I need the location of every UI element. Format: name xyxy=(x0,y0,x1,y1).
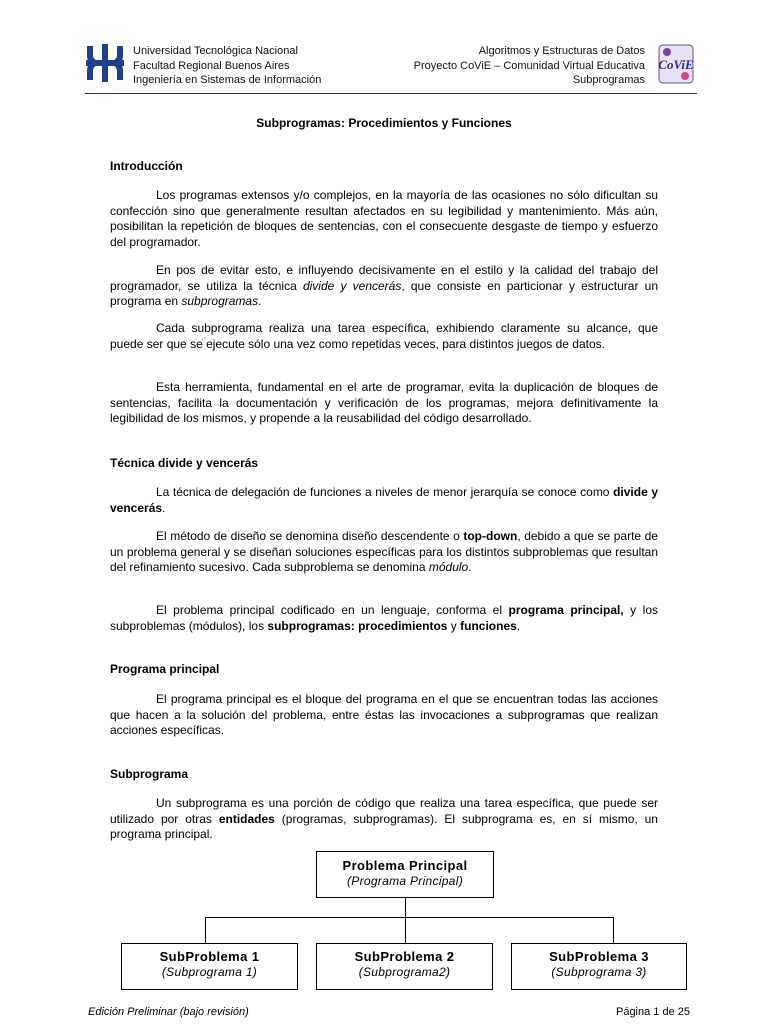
diagram-child-box-2 xyxy=(316,943,493,990)
diagram-connector-horizontal xyxy=(205,917,614,918)
divide-paragraph-3: El problema principal codificado en un lenguaje, conforma el programa principal, y los subproblemas (módulos), los subprogramas: procedimientos y funciones. xyxy=(110,603,658,633)
diagram-connector-child-2 xyxy=(405,917,406,943)
diagram-child-subtitle: (Subprograma2) xyxy=(358,965,451,979)
principal-paragraph-1: El programa principal es el bloque del programa en el que se encuentran todas las acciones que hacen a la solución del problema, entre éstas las invocaciones a subprogramas que realizan acciones específicas. xyxy=(110,692,658,737)
diagram-connector-child-3 xyxy=(613,917,614,943)
intro-paragraph-2: En pos de evitar esto, e influyendo decisivamente en el estilo y la calidad del trabajo del programador, se utiliza la técnica divide y vencerás, que consiste en particionar y estructurar un programa en subprogramas. xyxy=(110,263,658,308)
heading-introduccion: Introducción xyxy=(110,159,183,173)
heading-divide: Técnica divide y vencerás xyxy=(110,456,259,470)
heading-programa-principal: Programa principal xyxy=(110,662,220,676)
diagram-child-box-3 xyxy=(511,943,687,990)
intro-paragraph-4: Esta herramienta, fundamental en el arte de programar, evita la duplicación de bloques de sentencias, facilita la documentación y verificación de los programas, mejora definitivamente la legibilidad de los mismos, y propende a la reusabilidad del código desarrollado. xyxy=(110,380,658,425)
intro-paragraph-3: Cada subprograma realiza una tarea específica, exhibiendo claramente su alcance, que puede ser que se ejecute sólo una vez como repetidas veces, para distintos juegos de datos. xyxy=(110,321,658,351)
subprograma-paragraph-1: Un subprograma es una porción de código que realiza una tarea específica, que puede ser utilizado por otras entidades (programas, subprogramas). El subprograma es, en sí mismo, un programa principal. xyxy=(110,796,658,841)
topic-line: Subprogramas xyxy=(572,74,645,86)
department-line: Ingeniería en Sistemas de Información xyxy=(133,74,322,86)
page-title: Subprogramas: Procedimientos y Funciones xyxy=(256,116,512,130)
header-rule xyxy=(85,93,697,94)
institution-line: Universidad Tecnológica Nacional xyxy=(133,45,298,57)
diagram-child-subtitle: (Subprograma 3) xyxy=(551,965,647,979)
diagram-connector-root xyxy=(405,898,406,917)
covie-logo-icon xyxy=(655,42,697,86)
diagram-child-title: SubProblema 3 xyxy=(549,949,649,964)
footer-page-number: Página 1 de 25 xyxy=(615,1006,690,1018)
diagram-connector-child-1 xyxy=(205,917,206,943)
diagram-child-title: SubProblema 1 xyxy=(159,949,260,964)
diagram-root-title: Problema Principal xyxy=(342,858,468,873)
utn-logo-icon xyxy=(85,43,125,83)
institution-block xyxy=(133,44,321,88)
svg-text:CoViE: CoViE xyxy=(658,57,694,72)
heading-subprograma: Subprograma xyxy=(110,767,189,781)
page-header xyxy=(85,38,697,94)
footer-edition: Edición Preliminar (bajo revisión) xyxy=(88,1006,249,1018)
divide-paragraph-2: El método de diseño se denomina diseño descendente o top-down, debido a que se parte de un problema general y se diseñan soluciones específicas para los distintos subproblemas que resultan del refinamiento sucesivo. Cada subproblema se denomina módulo. xyxy=(110,529,658,574)
faculty-line: Facultad Regional Buenos Aires xyxy=(133,59,290,72)
divide-paragraph-1: La técnica de delegación de funciones a niveles de menor jerarquía se conoce como divide y vencerás. xyxy=(110,485,659,515)
course-block xyxy=(414,44,645,88)
course-line: Algoritmos y Estructuras de Datos xyxy=(478,45,645,57)
project-line: Proyecto CoViE – Comunidad Virtual Educativa xyxy=(413,59,645,72)
intro-paragraph-1: Los programas extensos y/o complejos, en la mayoría de las ocasiones no sólo dificultan su confección sino que generalmente resultan afectados en su legibilidad y mantenimiento. Más aún, posibilitan la repetición de bloques de sentencias, con el consecuente desgaste de tiempo y esfuerzo del programador. xyxy=(110,188,658,249)
diagram-child-subtitle: (Subprograma 1) xyxy=(161,965,258,979)
diagram-child-title: SubProblema 2 xyxy=(354,949,455,964)
diagram-child-box-1 xyxy=(121,943,298,990)
diagram-root-subtitle: (Programa Principal) xyxy=(346,874,464,888)
diagram-root-box xyxy=(316,851,494,898)
